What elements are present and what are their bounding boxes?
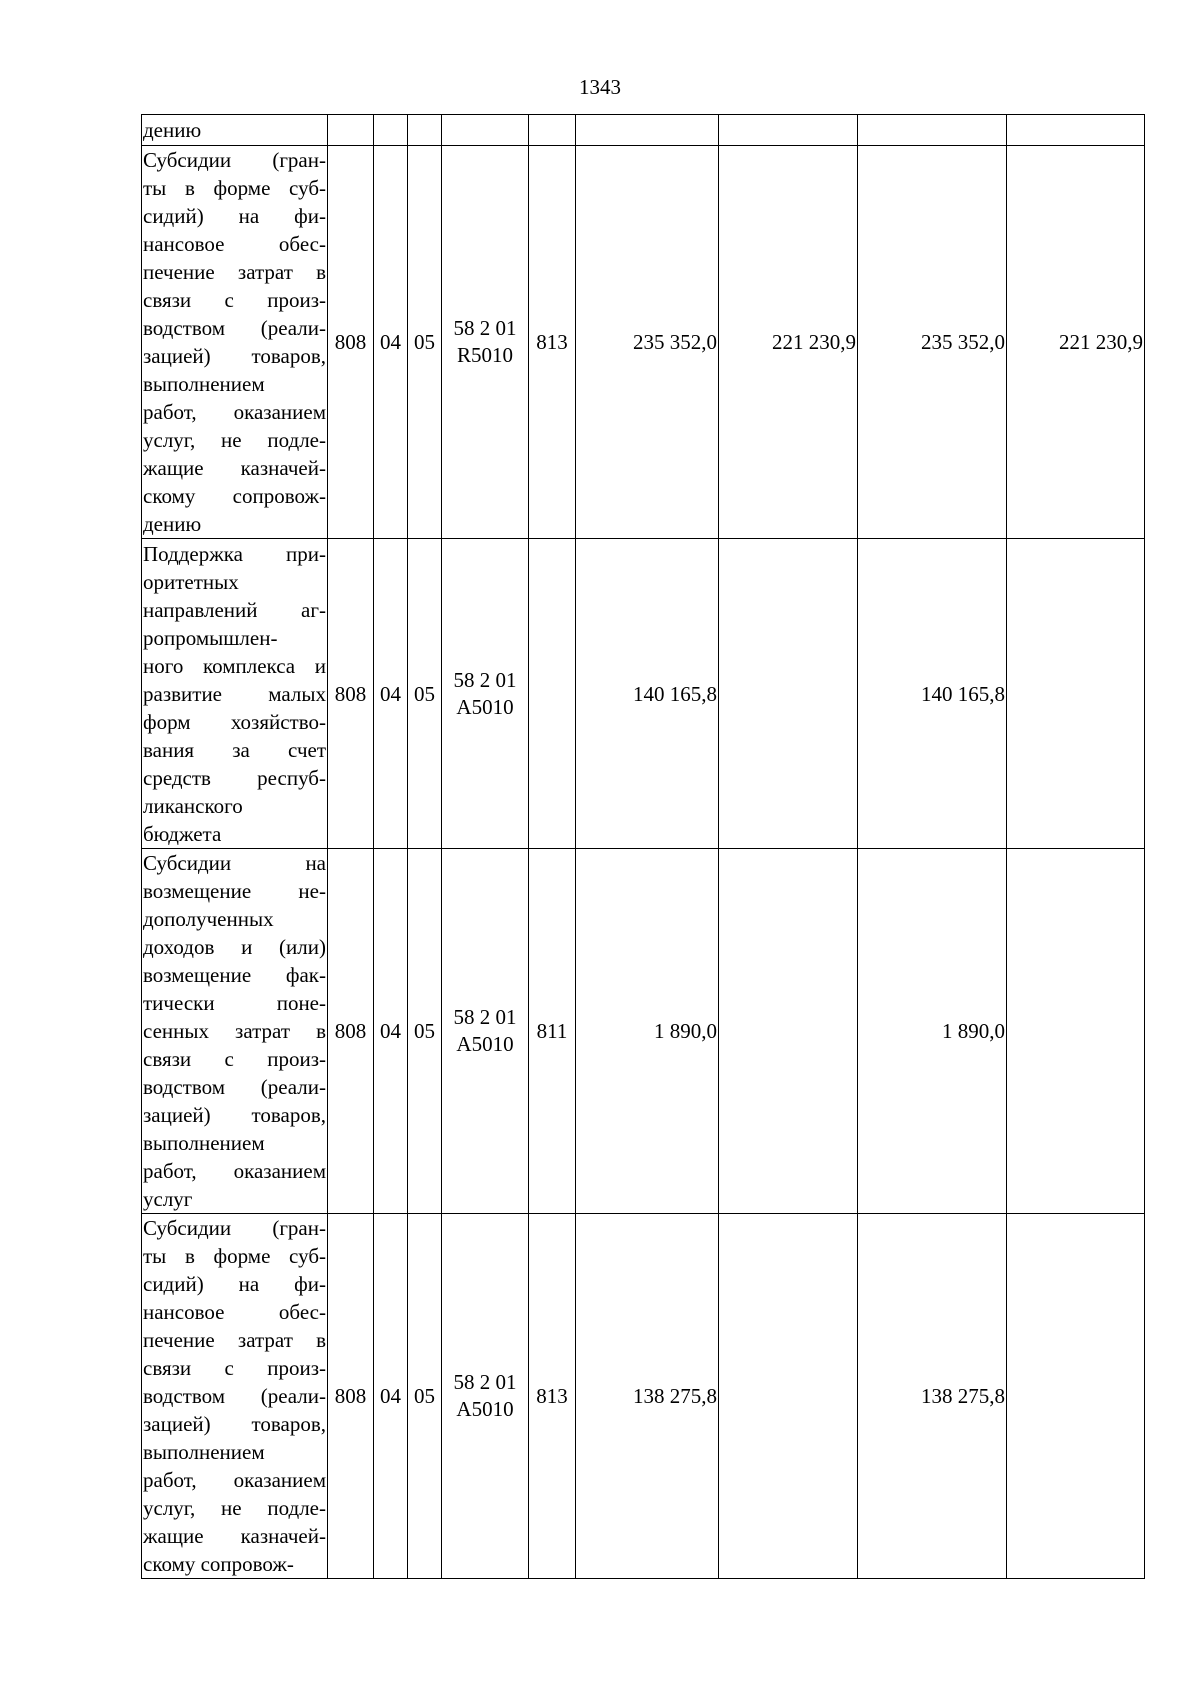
- expense-name-line: жащие казначей-: [143, 456, 326, 480]
- subsection-code-cell: 05: [408, 1214, 442, 1579]
- expense-name-line: работ, оказанием: [143, 1159, 326, 1183]
- expense-name-line: выполнением: [143, 1440, 265, 1464]
- expense-name-line: зацией) товаров,: [143, 1412, 326, 1436]
- target-article-line: A5010: [456, 1397, 514, 1421]
- expense-name-line: жащие казначей-: [143, 1524, 326, 1548]
- target-article-line: 58 2 01: [453, 1370, 517, 1394]
- expense-name-cell: [142, 539, 328, 849]
- expense-name-line: дополученных: [143, 907, 274, 931]
- table-row: [142, 146, 1145, 539]
- amount-cell-4: 221 230,9: [1007, 146, 1145, 539]
- page-number: 1343: [579, 75, 621, 99]
- expense-name-line: тически поне-: [143, 991, 326, 1015]
- target-article-cell: [442, 1214, 529, 1579]
- section-code-cell: 04: [374, 849, 408, 1214]
- section-code-cell: [374, 115, 408, 146]
- expense-name-line: сидий) на фи-: [143, 1272, 326, 1296]
- expense-name-line: Субсидии (гран-: [143, 1216, 326, 1240]
- expense-name-cell: [142, 849, 328, 1214]
- expense-name-line: доходов и (или): [143, 935, 326, 959]
- expense-name-line: зацией) товаров,: [143, 344, 326, 368]
- expense-name-line: возмещение фак-: [143, 963, 326, 987]
- expense-name-line: форм хозяйство-: [143, 709, 326, 734]
- target-article-cell: [442, 115, 529, 146]
- amount-cell-2: [719, 115, 858, 146]
- target-article-line: A5010: [456, 694, 514, 719]
- amount-cell-4: [1007, 539, 1145, 849]
- amount-cell-3: 140 165,8: [858, 539, 1007, 849]
- expense-name-line: нансовое обес-: [143, 232, 326, 256]
- table-row: [142, 115, 1145, 146]
- expense-name-line: ты в форме суб-: [143, 176, 326, 200]
- expense-name-cell: [142, 146, 328, 539]
- ministry-code-cell: 808: [328, 849, 374, 1214]
- expense-name-line: дению: [143, 512, 202, 536]
- subsection-code-cell: [408, 115, 442, 146]
- expense-name-line: связи с произ-: [143, 288, 326, 312]
- target-article-line: A5010: [456, 1032, 514, 1056]
- expense-name-line: услуг, не подле-: [143, 428, 326, 452]
- expense-name-line: сидий) на фи-: [143, 204, 326, 228]
- expense-name-cell: [142, 115, 328, 146]
- target-article-line: 58 2 01: [453, 1005, 517, 1029]
- section-code-cell: 04: [374, 146, 408, 539]
- expense-name-line: услуг, не подле-: [143, 1496, 326, 1520]
- expense-name-line: водством (реали-: [143, 316, 326, 340]
- section-code-cell: 04: [374, 539, 408, 849]
- expense-name-line: дению: [143, 118, 202, 142]
- expense-name-line: бюджета: [143, 821, 222, 846]
- target-article-cell: [442, 849, 529, 1214]
- expense-name-line: оритетных: [143, 569, 239, 594]
- expense-name-line: скому сопровож-: [143, 484, 326, 508]
- amount-cell-2: [719, 849, 858, 1214]
- expense-type-cell: [529, 115, 576, 146]
- amount-cell-4: [1007, 115, 1145, 146]
- amount-cell-3: [858, 115, 1007, 146]
- expense-name-line: развитие малых: [143, 681, 326, 706]
- amount-cell-2: 221 230,9: [719, 146, 858, 539]
- table-row: [142, 849, 1145, 1214]
- expense-type-cell: 813: [529, 146, 576, 539]
- amount-cell-3: 1 890,0: [858, 849, 1007, 1214]
- expense-name-line: Субсидии на: [143, 851, 326, 875]
- subsection-code-cell: 05: [408, 539, 442, 849]
- expense-name-line: нансовое обес-: [143, 1300, 326, 1324]
- amount-cell-1: 140 165,8: [576, 539, 719, 849]
- expense-name-line: работ, оказанием: [143, 1468, 326, 1492]
- subsection-code-cell: 05: [408, 849, 442, 1214]
- expense-name-line: услуг: [143, 1187, 193, 1211]
- expense-type-cell: 811: [529, 849, 576, 1214]
- expense-name-line: возмещение не-: [143, 879, 326, 903]
- expense-name-line: скому сопровож-: [143, 1552, 294, 1576]
- section-code-cell: 04: [374, 1214, 408, 1579]
- target-article-cell: [442, 539, 529, 849]
- expense-name-line: зацией) товаров,: [143, 1103, 326, 1127]
- table-row: [142, 1214, 1145, 1579]
- expense-name-line: сенных затрат в: [143, 1019, 326, 1043]
- expense-type-cell: 813: [529, 1214, 576, 1579]
- expense-name-line: Поддержка при-: [143, 541, 326, 566]
- amount-cell-3: 138 275,8: [858, 1214, 1007, 1579]
- amount-cell-2: [719, 1214, 858, 1579]
- expense-name-line: связи с произ-: [143, 1356, 326, 1380]
- ministry-code-cell: [328, 115, 374, 146]
- target-article-line: 58 2 01: [453, 667, 517, 692]
- amount-cell-1: 1 890,0: [576, 849, 719, 1214]
- ministry-code-cell: 808: [328, 539, 374, 849]
- expense-name-line: ликанского: [143, 793, 243, 818]
- expense-name-line: выполнением: [143, 372, 265, 396]
- amount-cell-3: 235 352,0: [858, 146, 1007, 539]
- expense-name-line: ропромышлен-: [143, 625, 278, 650]
- expense-name-line: направлений аг-: [143, 597, 326, 622]
- expense-name-line: Субсидии (гран-: [143, 148, 326, 172]
- expense-name-line: связи с произ-: [143, 1047, 326, 1071]
- expense-name-line: водством (реали-: [143, 1384, 326, 1408]
- expense-name-line: вания за счет: [143, 737, 326, 762]
- target-article-line: 58 2 01: [453, 316, 517, 340]
- amount-cell-1: 235 352,0: [576, 146, 719, 539]
- expense-name-line: ты в форме суб-: [143, 1244, 326, 1268]
- expense-name-line: печение затрат в: [143, 260, 326, 284]
- ministry-code-cell: 808: [328, 146, 374, 539]
- expense-name-line: выполнением: [143, 1131, 265, 1155]
- subsection-code-cell: 05: [408, 146, 442, 539]
- expense-name-line: печение затрат в: [143, 1328, 326, 1352]
- target-article-line: R5010: [456, 343, 513, 367]
- expense-name-line: средств респуб-: [143, 765, 326, 790]
- amount-cell-1: 138 275,8: [576, 1214, 719, 1579]
- expense-name-line: ного комплекса и: [143, 653, 326, 678]
- budget-table: [141, 114, 1145, 1579]
- expense-name-line: водством (реали-: [143, 1075, 326, 1099]
- amount-cell-1: [576, 115, 719, 146]
- ministry-code-cell: 808: [328, 1214, 374, 1579]
- amount-cell-2: [719, 539, 858, 849]
- expense-name-line: работ, оказанием: [143, 400, 326, 424]
- amount-cell-4: [1007, 849, 1145, 1214]
- expense-name-cell: [142, 1214, 328, 1579]
- expense-type-cell: [529, 539, 576, 849]
- amount-cell-4: [1007, 1214, 1145, 1579]
- target-article-cell: [442, 146, 529, 539]
- table-row: [142, 539, 1145, 849]
